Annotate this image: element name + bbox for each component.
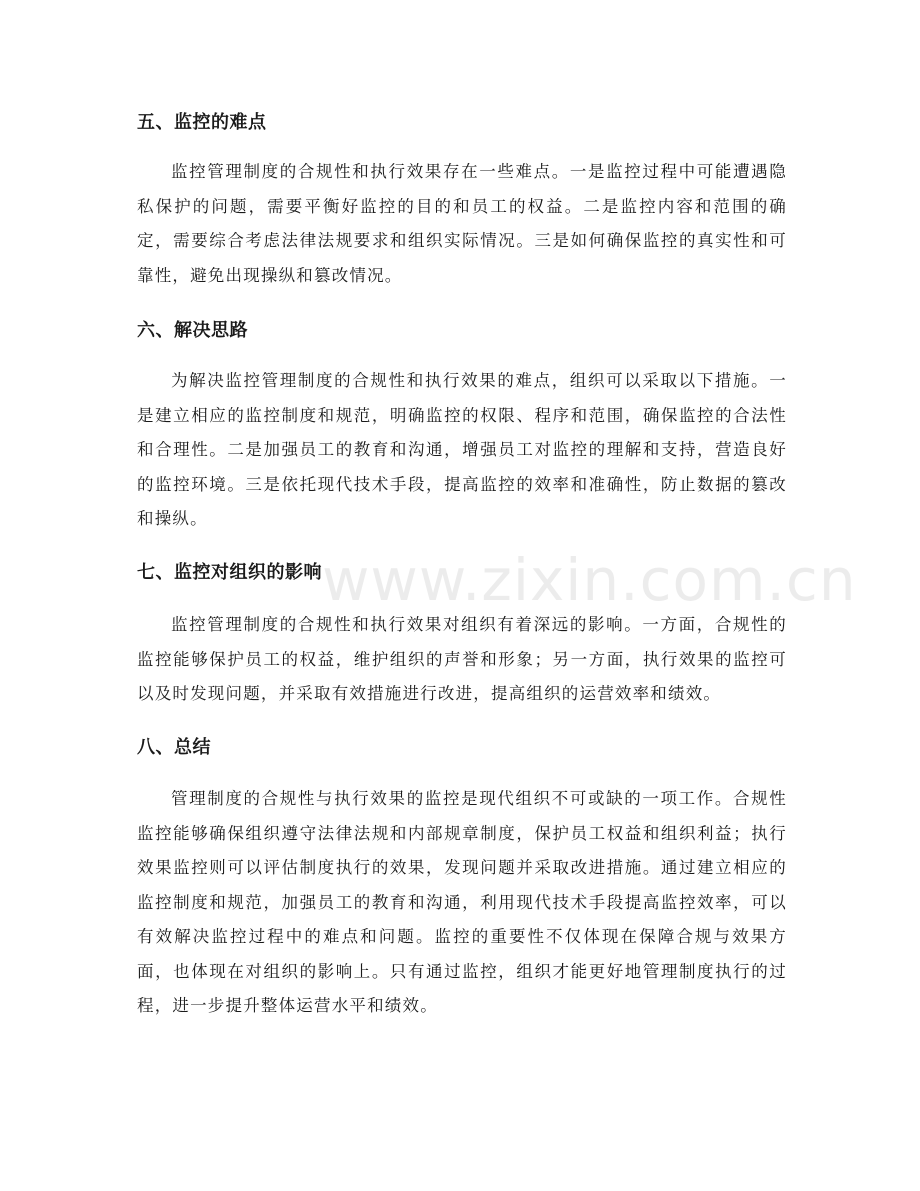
section-6-heading: 六、解决思路 bbox=[137, 320, 248, 341]
section-7-heading: 七、监控对组织的影响 bbox=[137, 562, 322, 583]
section-6-paragraph: 为解决监控管理制度的合规性和执行效果的难点，组织可以采取以下措施。一是建立相应的监控制度和规范，明确监控的权限、程序和范围，确保监控的合法性和合理性。二是加强员工的教育和沟通，增强员工对监控的理解和支持，营造良好的监控环境。三是依托现代技术手段，提高监控的效率和准确性，防止数据的篡改和操纵。 bbox=[137, 371, 787, 528]
section-8-paragraph: 管理制度的合规性与执行效果的监控是现代组织不可或缺的一项工作。合规性监控能够确保组织遵守法律法规和内部规章制度，保护员工权益和组织利益；执行效果监控则可以评估制度执行的效果，发现问题并采取改进措施。通过建立相应的监控制度和规范，加强员工的教育和沟通，利用现代技术手段提高监控效率，可以有效解决监控过程中的难点和问题。监控的重要性不仅体现在保障合规与效果方面，也体现在对组织的影响上。只有通过监控，组织才能更好地管理制度执行的过程，进一步提升整体运营水平和绩效。 bbox=[137, 789, 787, 1015]
section-5-paragraph: 监控管理制度的合规性和执行效果存在一些难点。一是监控过程中可能遭遇隐私保护的问题，需要平衡好监控的目的和员工的权益。二是监控内容和范围的确定，需要综合考虑法律法规要求和组织实际情况。三是如何确保监控的真实性和可靠性，避免出现操纵和篡改情况。 bbox=[137, 162, 787, 285]
watermark: www.zixin.com.cn bbox=[322, 546, 857, 614]
section-8-heading: 八、总结 bbox=[137, 737, 211, 758]
section-7-paragraph: 监控管理制度的合规性和执行效果对组织有着深远的影响。一方面，合规性的监控能够保护员工的权益，维护组织的声誉和形象；另一方面，执行效果的监控可以及时发现问题，并采取有效措施进行改进，提高组织的运营效率和绩效。 bbox=[137, 615, 787, 703]
section-5-heading: 五、监控的难点 bbox=[137, 112, 267, 133]
